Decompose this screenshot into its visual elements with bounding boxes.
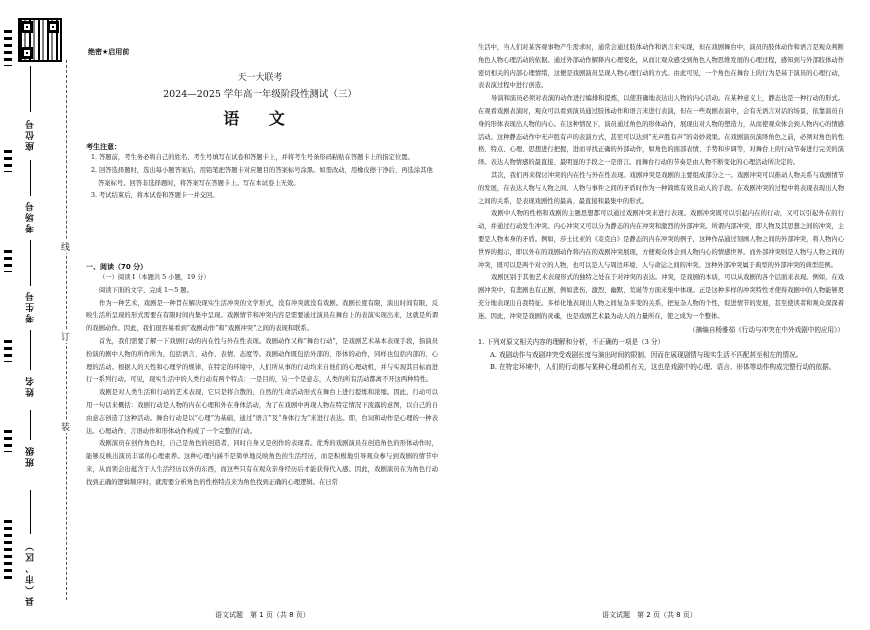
subject-title: 语 文 bbox=[223, 109, 297, 128]
exam-room-label: 考场号 bbox=[26, 200, 36, 233]
passage-paragraph: 作为一种艺术，戏剧是一种旨在解决现实生活冲突的文学形式，没有冲突就没有戏剧。戏剧长度有限，演出时间有限，反映生活所呈现的形式需要在有限时间内集中呈现。戏剧情节和冲突内容是需要通过演员在舞台上的表演实现出来，这就是所谓的戏剧动作。因此，我们很容易看到“戏剧动作”和“戏剧冲突”之间的表现和联系。 bbox=[86, 299, 438, 333]
seat-number-label: 座位号 bbox=[26, 118, 36, 151]
question-option: B. 在特定环境中，人们的行动都与某种心理动机有关，这也是戏剧中的心理、语言、形体等动作构成完整行动的依据。 bbox=[490, 362, 836, 371]
hatch-bar bbox=[4, 430, 12, 452]
notice-item: 3. 考试结束后，将本试卷和答题卡一并交回。 bbox=[91, 192, 219, 200]
name-label: 姓名 bbox=[26, 375, 36, 397]
fill-line bbox=[30, 330, 31, 370]
fill-line bbox=[30, 160, 31, 196]
passage-paragraph: 戏剧中人物的性格和戏剧的主题思想都可以通过戏剧冲突来进行表现。戏剧冲突既可以引起内在的行动，又可以引起外在的行动，并通过行动发生冲突。内心冲突又可以分为静态的内在冲突和激烈的外部冲突。所谓内部冲突，即人物及其思想之间的冲突，主要是人物本身的矛盾。例如，莎士比亚的《麦克白》是静态的内在冲突的例子，这种作品通过刻画人物之间的外部冲突，将人物内心世界的揭示，即以外在的戏剧动作将内在的戏剧冲突展现，方便观众体会到人物内心的情感世界。而外部冲突则是人物与人物之间的冲突，既可以是两个对立的人物，也可以是人与周边环境、人与命运之间的冲突。这种外部冲突属于典型的外部冲突的典型范例。 bbox=[478, 210, 844, 269]
subsection-title: （一）阅读 I（本题共 5 小题，19 分） bbox=[99, 274, 210, 281]
organizer-title: 天一大联考 bbox=[237, 73, 283, 83]
hatch-bar bbox=[4, 30, 12, 66]
confidential-mark: 绝密★启用前 bbox=[88, 48, 130, 56]
hatch-bar bbox=[4, 150, 12, 172]
question-stem: 1. 下列对原文相关内容的理解和分析，不正确的一项是（3 分） bbox=[478, 338, 665, 347]
question-option: A. 戏剧动作与戏剧冲突受戏剧长度与演出时间的限制，因而在展现剧情与现实生活不匹配甚至相左的情况。 bbox=[490, 350, 803, 359]
reading-section bbox=[86, 262, 438, 490]
passage-paragraph: 其次，我们再来探讨冲突的内在性与外在性表现。戏剧冲突是戏剧的主要组成部分之一。戏剧冲突可以推动人物关系与戏剧情节的发展，在表达人物与人物之间、人物与事件之间的矛盾时作为一种简练有效且动人的手段。在戏剧冲突的过程中将表现表现出人物之间的关系，是表现戏剧性的最高、最直接和最集中的形式。 bbox=[478, 171, 844, 205]
exam-title: 2024—2025 学年高一年级阶段性测试（三） bbox=[163, 89, 357, 100]
passage-continued bbox=[478, 42, 844, 373]
passage-paragraph: 首先，我们需要了解一下戏剧行动的内在性与外在性表现。戏剧动作又称“舞台行动”，是戏剧艺术基本表现手段，指演员扮演的剧中人物的所作所为，包括语言、动作、表情、态度等。戏剧动作既包括外部的、形体的动作，同样也包括内部的、心理的活动。根据人的天性和心理学的规律，在特定的环境中，人们所从事的行动均来自他们的心理动机，并与实现其目标而进行一系列行动。可见，现实生活中的人类行动有两个特点：一是目的，另一个是意志，人类的所有活动都离不开这两种特性。 bbox=[86, 337, 438, 384]
county-label: 县（市、区） bbox=[26, 540, 36, 606]
passage-paragraph: 生活中，当人们对某客观事物产生需求时，通常会通过肢体动作和语言来实现，但在戏剧舞台中，演员的肢体动作和语言是观众判断角色人物心理活动的依据。通过外部动作解释内心理变化，从而让观众感受到角色人物思维发展的心理过程，感知到与外部肢体动作密切相关的内部心理情绪，这便是戏剧演员呈现人物心理行动的方式。由此可见，一个角色在舞台上的行为是基于演员的心理行动，表表演过程中进行创造。 bbox=[478, 44, 844, 90]
cut-mark: 线 bbox=[61, 240, 70, 253]
instruction: 阅读下面的文字，完成 1～5 题。 bbox=[99, 286, 193, 294]
passage-paragraph: 戏剧区别于其他艺术表现形式的独特之处在于对冲突的表达。冲突，是戏剧的本质，可以从戏剧的各个层面来表现。例如，在戏剧冲突中，有悲剧也有正剧，例如悲伤、激烈、幽默、荒诞等方面来集中体现。正是这种多样的冲突特性才使得戏剧中的人物能够更充分地表现出自我特征。多样化地表现出人物之间复杂多变的关系，把复杂人物的个性，促进情节的发展，甚至使读者和观众深深着迷。因此，冲突是戏剧的灵魂，也是戏剧艺术最为动人的力量所在，使之成为一个整体。 bbox=[478, 274, 844, 320]
binding-strip bbox=[0, 0, 74, 630]
cut-mark: 订 bbox=[61, 330, 70, 343]
page-footer-right: 语文试题 第 2 页（共 8 页） bbox=[602, 611, 697, 619]
hatch-bar bbox=[4, 520, 12, 580]
section-title: 一、阅读（70 分） bbox=[86, 263, 148, 271]
candidate-number-label: 考生号 bbox=[26, 290, 36, 323]
source-citation: （摘编自杨雅茹《行动与冲突在中外戏剧中的应用》） bbox=[689, 325, 844, 334]
fill-line bbox=[30, 66, 31, 112]
hatch-bar bbox=[4, 340, 12, 362]
hatch-bar bbox=[4, 250, 12, 272]
fill-line bbox=[30, 490, 31, 534]
notice-title: 考生注意： bbox=[86, 143, 121, 151]
notice-item: 1. 答题前，考生务必将自己的姓名、考生号填写在试卷和答题卡上，并将考生号条形码粘贴在答题卡上的指定位置。 bbox=[91, 154, 414, 161]
page-footer-left: 语文试题 第 1 页（共 8 页） bbox=[215, 611, 310, 619]
notice-block bbox=[86, 142, 438, 203]
passage-paragraph: 戏剧演员在创作角色时，自己是角色的创造者，同时自身又是创作的表现者。优秀的戏剧演员在创造角色的形体动作时，能够反映出演员丰富的心理素养。这种心理内涵不是简单地反映角色的生活经历，而是积极地引导观众参与到戏剧的情节中来，从而领会出蕴含于人生活经历以外的东西，而这些只有在观众亲身经历后才能获得代入感。因此，戏剧演员在为角色行动找到正确的逻辑顺序时，就需要分析角色的性格特点来为角色找到正确的心理逻辑。在日常 bbox=[86, 440, 438, 486]
fill-line bbox=[30, 410, 31, 440]
notice-item: 2. 回答选择题时，选出每小题答案后，用铅笔把答题卡对应题目的答案标号涂黑。如需改动，用橡皮擦干净后，再选涂其他答案标号。回答非选择题时，将答案写在答题卡上。写在本试卷上无效。 bbox=[91, 166, 433, 187]
passage-paragraph: 导演和演员必须对表演的动作进行编排和提炼，以使准确地表达出人物的内心活动。在某种意义上，静态也是一种行动的形式。在观看戏剧表演时，观众可以看到演员通过肢体动作和语言来进行表演，但在一些戏剧表演中，会有无语言对话的场景，依靠演员自身的形体表现出人物的内心。在这种情况下，演员通过角色的形体动作，展现出对人物的塑造力，从而使观众体会到人物内心的情感活动。这种静态动作中无声胜有声的表演方式，甚至可以达到“无声胜有声”的奇妙效果。在戏剧演员演绎角色之前，必须对角色的性格、特点、心理、思想进行把握，进而寻找正确的外部动作，如角色的面部表情、手势和步调等，对舞台上的行动节奏进行完美的演绎。表达人物情感的最直接、最明显的手段之一是语言。而舞台行动的节奏是由人物不断变化的心理活动所决定的。 bbox=[478, 95, 844, 167]
fill-line bbox=[30, 240, 31, 286]
class-label: 班级 bbox=[26, 445, 36, 467]
qr-code-icon bbox=[18, 18, 62, 62]
cut-mark: 装 bbox=[61, 420, 70, 433]
passage-paragraph: 戏剧是对人类生活和行动的艺术表现，它只是将合散的、自然的生命活动形式在舞台上进行提炼和浓缩。因此，行动可以用一句话来概括：戏剧行动是人物的内在心理和外在身体活动，为了在戏剧中再现人物在特定情况下流露的意图，以自己的自由意志创造了这种活动。舞台行动是以“心理”为基础，通过“语言”及“身体行为”来进行表达。即，台词和动作是心理的一种表达。心理动作、言语动作和形体动作构成了一个完整的行动。 bbox=[86, 389, 438, 435]
